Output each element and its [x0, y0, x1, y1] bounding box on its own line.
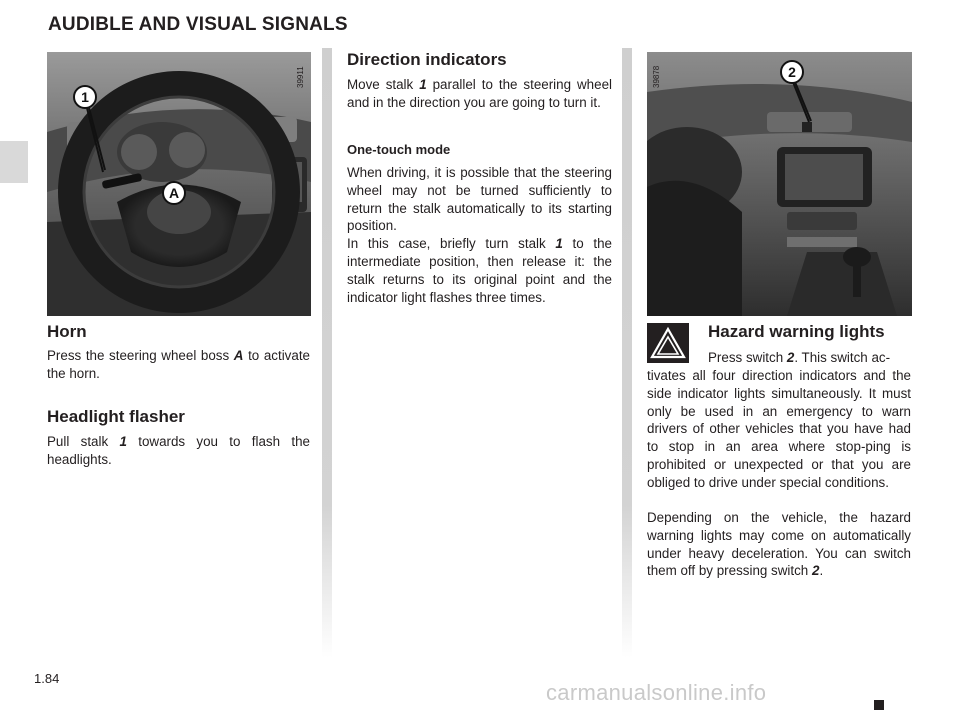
- image-code: 39911: [296, 66, 305, 88]
- hazard-text: tivates all four direction indicators and the side indicator lights simultaneously. It must only be used in an emergency to warn drivers of other vehicles that you have had to stop in an area where stop-ping is prohibited or unexpected or that you are obliged to drive under special conditions.: [647, 368, 911, 490]
- hazard-heading: Hazard warning lights: [708, 322, 885, 341]
- one-touch-text: When driving, it is possible that the steering wheel may not be turned sufficiently to return the stalk automatically to its starting position. In this case, briefly turn stalk 1 to the intermediate position, then release it: the stalk returns to its original point and the indicator light flashes three times.: [347, 165, 612, 305]
- callout-2: 2: [788, 64, 796, 80]
- column-divider: [322, 48, 332, 658]
- headlight-flasher-text: Pull stalk 1 towards you to flash the headlights.: [47, 434, 310, 467]
- watermark[interactable]: carmanualsonline.info: [546, 680, 767, 705]
- dashboard-photo: [647, 52, 912, 316]
- page-number: 1.84: [34, 671, 60, 686]
- steering-wheel-photo: [47, 52, 311, 316]
- image-code: 39878: [652, 65, 661, 88]
- section-tab: [0, 141, 28, 183]
- corner-mark: [874, 700, 884, 710]
- hazard-text-2: Depending on the vehicle, the hazard warning lights may come on automatically under heavy deceleration. You can switch them off by pressing switch 2.: [647, 510, 911, 579]
- direction-indicators-text: Move stalk 1 parallel to the steering wheel and in the direction you are going to turn it.: [347, 77, 612, 110]
- horn-heading: Horn: [47, 322, 87, 341]
- horn-text: Press the steering wheel boss A to activate the horn.: [47, 348, 310, 381]
- column-divider: [622, 48, 632, 658]
- headlight-flasher-heading: Headlight flasher: [47, 407, 185, 426]
- hazard-triangle-icon: [647, 323, 689, 363]
- one-touch-heading: One-touch mode: [347, 142, 451, 157]
- hazard-text-intro: Press switch 2. This switch ac-: [708, 350, 891, 365]
- page-title: AUDIBLE AND VISUAL SIGNALS: [48, 14, 348, 35]
- callout-a: A: [168, 185, 180, 201]
- callout-1: 1: [81, 89, 89, 105]
- direction-indicators-heading: Direction indicators: [347, 50, 507, 69]
